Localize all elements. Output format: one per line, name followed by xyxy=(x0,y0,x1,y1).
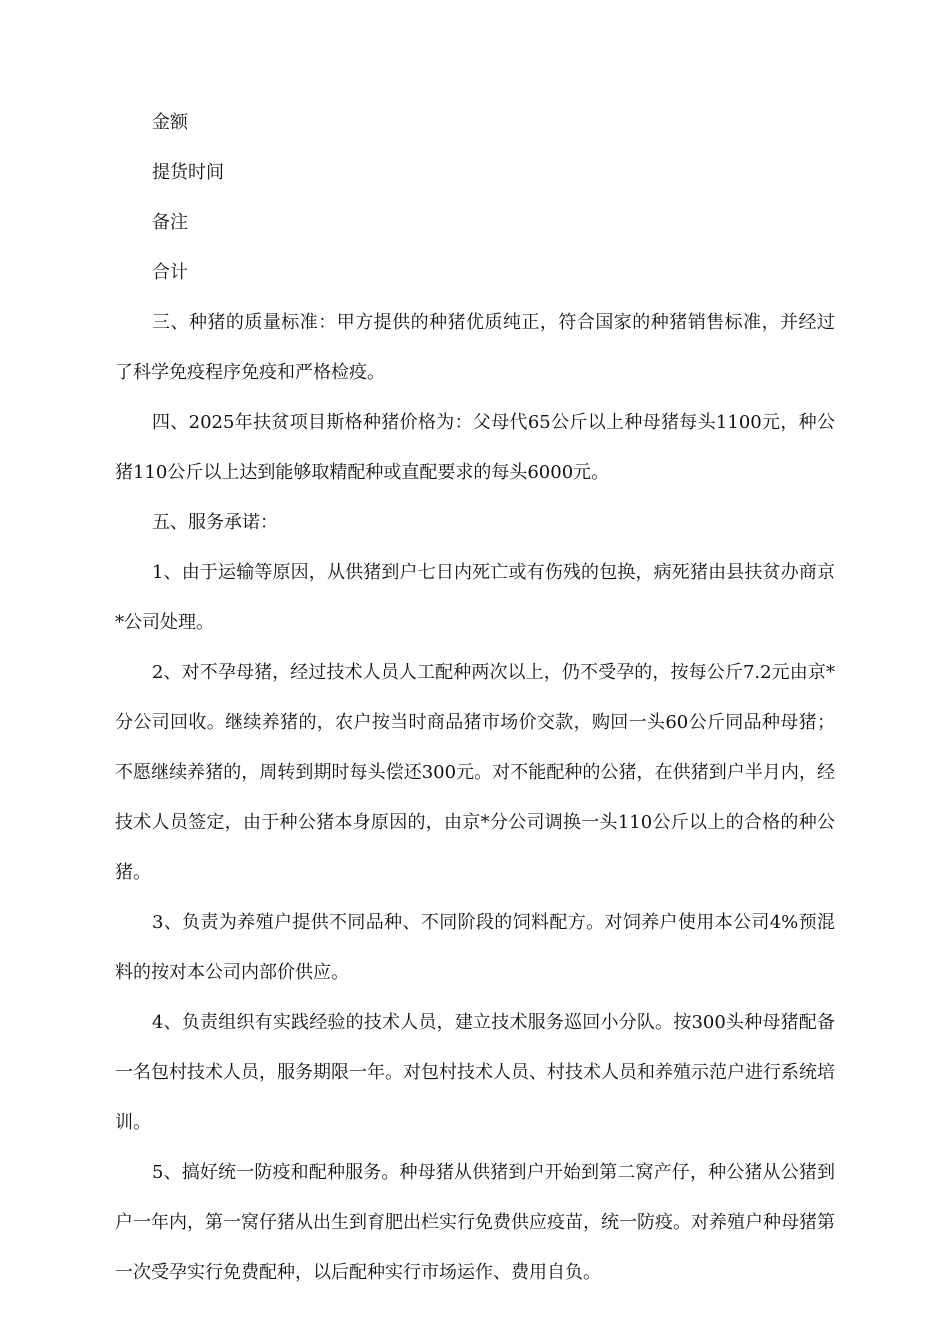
paragraph-service-5: 5、搞好统一防疫和配种服务。种母猪从供猪到户开始到第二窝产仔，种公猪从公猪到户一年内，第一窝仔猪从出生到育肥出栏实行免费供应疫苗，统一防疫。对养殖户种母猪第一次受孕实行免费配种，以后配种实行市场运作、费用自负。 xyxy=(115,1162,835,1283)
item-total: 合计 xyxy=(152,262,188,283)
paragraph-service-2: 2、对不孕母猪，经过技术人员人工配种两次以上，仍不受孕的，按每公斤7.2元由京*分公司回收。继续养猪的，农户按当时商品猪市场价交款，购回一头60公斤同品种母猪；不愿继续养猪的，周转到期时每头偿还300元。对不能配种的公猪，在供猪到户半月内，经技术人员签定，由于种公猪本身原因的，由京*分公司调换一头110公斤以上的合格的种公猪。 xyxy=(115,662,835,883)
paragraph-service-heading: 五、服务承诺： xyxy=(152,512,278,533)
item-amount: 金额 xyxy=(152,112,188,133)
paragraph-price: 四、2025年扶贫项目斯格种猪价格为：父母代65公斤以上种母猪每头1100元，种公猪110公斤以上达到能够取精配种或直配要求的每头6000元。 xyxy=(115,412,835,483)
item-pickup-time: 提货时间 xyxy=(152,162,224,183)
paragraph-quality-standard: 三、种猪的质量标准：甲方提供的种猪优质纯正，符合国家的种猪销售标准，并经过了科学免疫程序免疫和严格检疫。 xyxy=(115,312,835,383)
paragraph-service-4: 4、负责组织有实践经验的技术人员，建立技术服务巡回小分队。按300头种母猪配备一名包村技术人员，服务期限一年。对包村技术人员、村技术人员和养殖示范户进行系统培训。 xyxy=(115,1012,835,1133)
paragraph-service-3: 3、负责为养殖户提供不同品种、不同阶段的饲料配方。对饲养户使用本公司4%预混料的按对本公司内部价供应。 xyxy=(115,912,835,983)
item-remarks: 备注 xyxy=(152,212,188,233)
paragraph-service-1: 1、由于运输等原因，从供猪到户七日内死亡或有伤残的包换，病死猪由县扶贫办商京*公司处理。 xyxy=(115,562,835,633)
